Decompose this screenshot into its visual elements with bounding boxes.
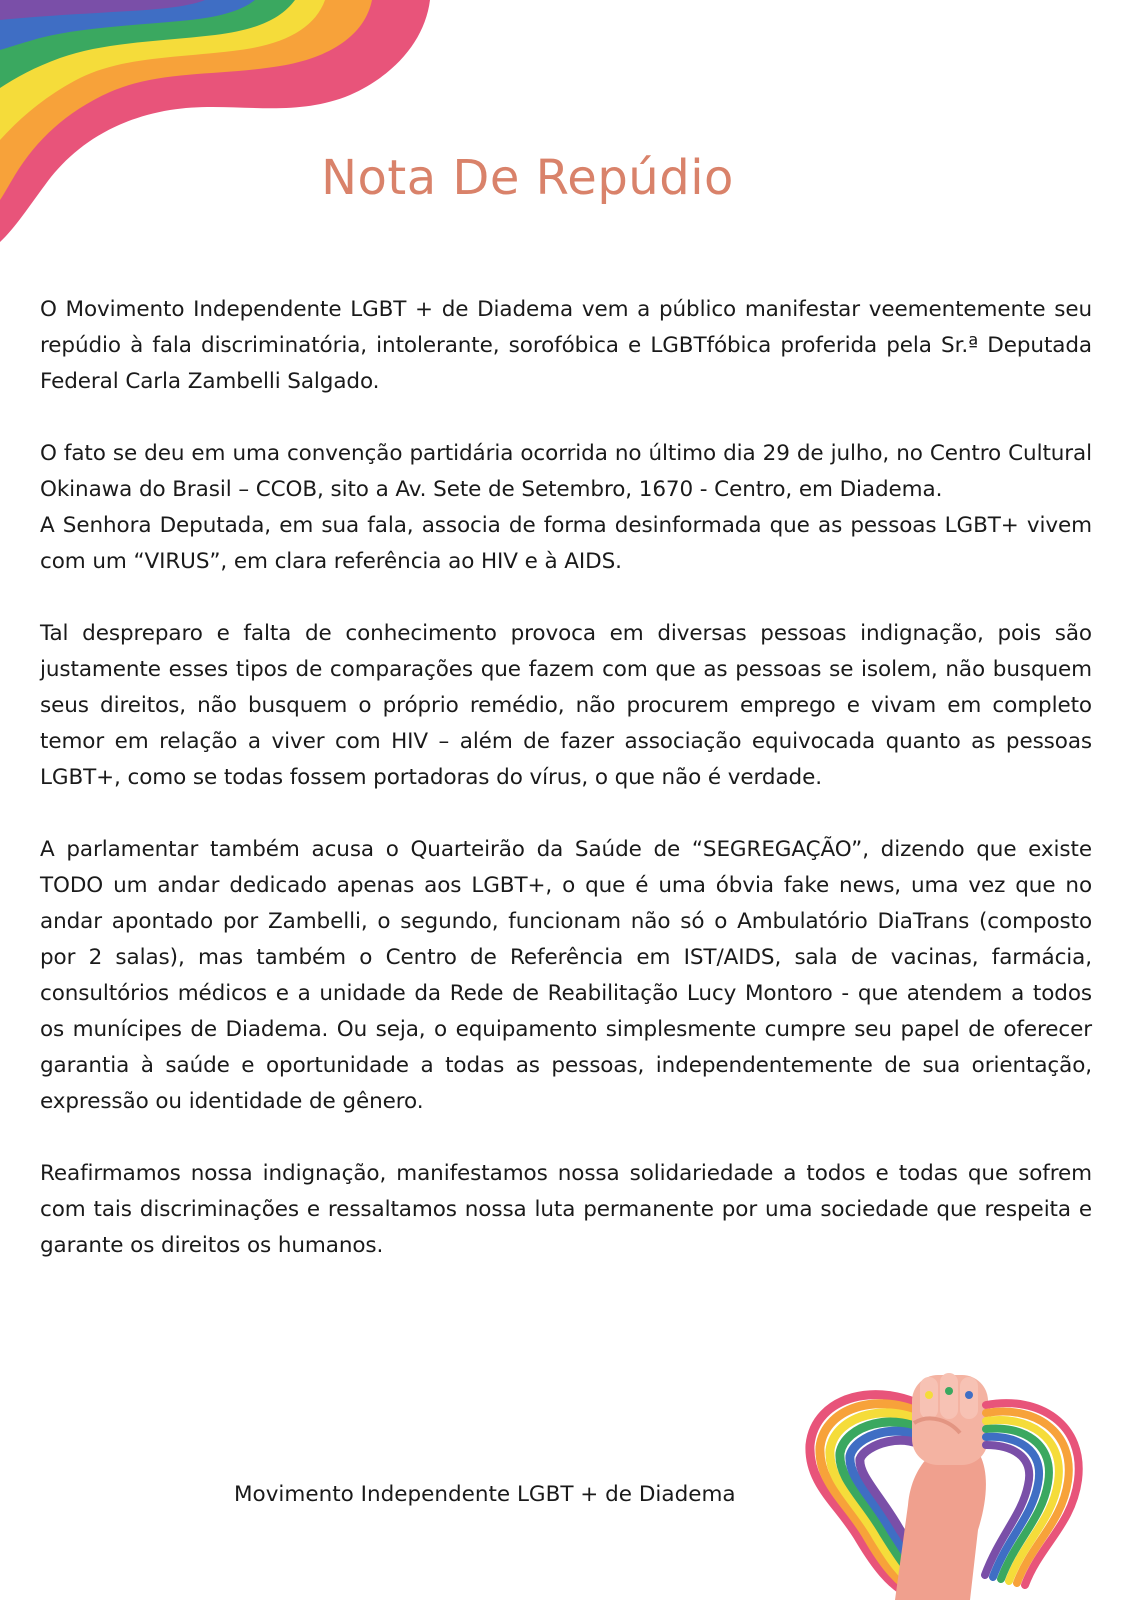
paragraph-speech: A Senhora Deputada, em sua fala, associa de forma desinformada que as pessoas LGBT+ vivem com um “VIRUS”, em clara referência ao HIV e à AIDS. bbox=[40, 513, 1092, 574]
paragraph-intro: O Movimento Independente LGBT + de Diadema vem a público manifestar veementemente seu repúdio à fala discriminatória, intolerante, sorofóbica e LGBTfóbica proferida pela Sr.ª Deputada Federal Carla Zambelli Salgado. bbox=[40, 297, 1092, 394]
paragraph-health-block: A parlamentar também acusa o Quarteirão da Saúde de “SEGREGAÇÃO”, dizendo que existe TODO um andar dedicado apenas aos LGBT+, o que é uma óbvia fake news, uma vez que no andar apontado por Zambelli, o segundo, funcionam não só o Ambulatório DiaTrans (composto por 2 salas), mas também o Centro de Referência em IST/AIDS, sala de vacinas, farmácia, consultórios médicos e a unidade da Rede de Reabilitação Lucy Montoro - que atendem a todos os munícipes de Diadema. Ou seja, o equipamento simplesmente cumpre seu papel de oferecer garantia à saúde e oportunidade a todas as pessoas, independentemente de sua orientação, expressão ou identidade de gênero. bbox=[40, 837, 1092, 1114]
raised-fist-with-rainbow-flag-illustration bbox=[800, 1355, 1100, 1600]
signature: Movimento Independente LGBT + de Diadema bbox=[234, 1482, 736, 1507]
document-body bbox=[40, 292, 1092, 1300]
page-title: Nota De Repúdio bbox=[321, 150, 734, 206]
paragraph-conclusion: Reafirmamos nossa indignação, manifestamos nossa solidariedade a todos e todas que sofrem com tais discriminações e ressaltamos nossa luta permanente por uma sociedade que respeita e garante os direitos os humanos. bbox=[40, 1161, 1092, 1258]
rainbow-wave-illustration bbox=[0, 0, 440, 245]
paragraph-event: O fato se deu em uma convenção partidária ocorrida no último dia 29 de julho, no Centro Cultural Okinawa do Brasil – CCOB, sito a Av. Sete de Setembro, 1670 - Centro, em Diadema. bbox=[40, 441, 1092, 502]
paragraph-consequences: Tal despreparo e falta de conhecimento provoca em diversas pessoas indignação, pois são justamente esses tipos de comparações que fazem com que as pessoas se isolem, não busquem seus direitos, não busquem o próprio remédio, não procurem emprego e vivam em completo temor em relação a viver com HIV – além de fazer associação equivocada quanto as pessoas LGBT+, como se todas fossem portadoras do vírus, o que não é verdade. bbox=[40, 621, 1092, 790]
